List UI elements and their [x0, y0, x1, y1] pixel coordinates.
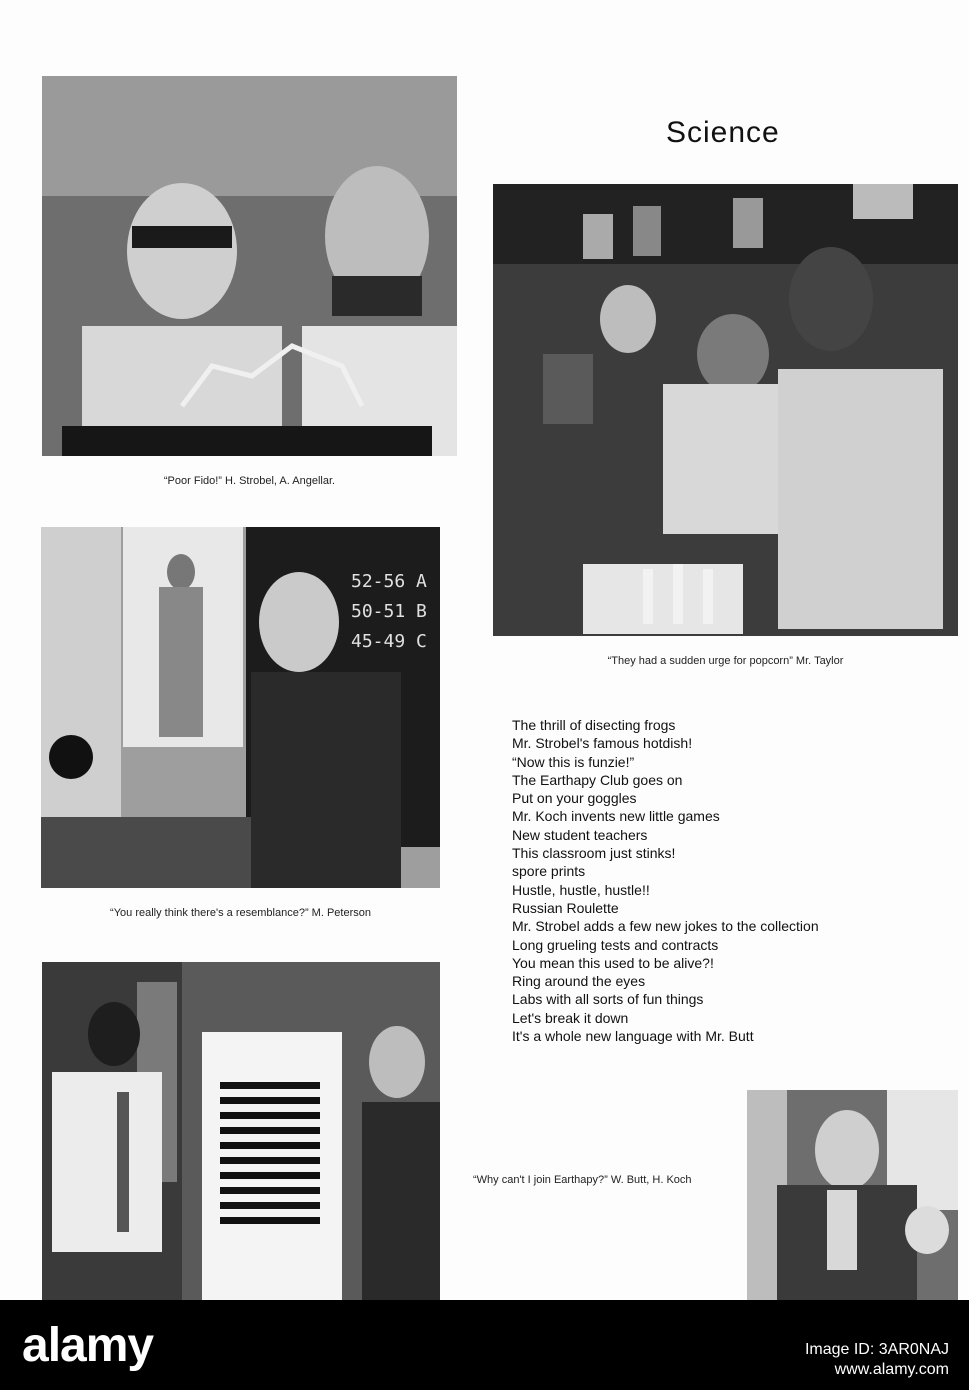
photo-earthapy	[747, 1090, 958, 1300]
verse-list	[512, 716, 819, 1045]
footer-logo: alamy	[22, 1319, 154, 1372]
photo-skeleton-caption: “Poor Fido!” H. Strobel, A. Angellar.	[163, 475, 336, 487]
verse-line: Russian Roulette	[512, 899, 619, 916]
verse-line: Long grueling tests and contracts	[512, 936, 719, 953]
verse-line: Mr. Strobel adds a few new jokes to the collection	[512, 918, 819, 935]
photo-resemblance-caption: “You really think there's a resemblance?” M. Peterson	[110, 907, 371, 919]
stock-footer	[0, 1300, 969, 1390]
footer-image-id-text: Image ID: 3AR0NAJ	[804, 1341, 949, 1358]
verse-line: Put on your goggles	[512, 790, 637, 807]
footer-site: www.alamy.com	[834, 1361, 949, 1378]
verse-line: This classroom just stinks!	[512, 845, 676, 862]
verse-line: The thrill of disecting frogs	[512, 717, 676, 733]
verse-line: Mr. Koch invents new little games	[512, 808, 720, 825]
verse-line: Ring around the eyes	[512, 973, 646, 990]
verse-line: The Earthapy Club goes on	[512, 771, 683, 788]
verse-line: It's a whole new language with Mr. Butt	[512, 1028, 754, 1045]
svg-text:45-49 C: 45-49 C	[351, 631, 427, 652]
photo-popcorn-caption: “They had a sudden urge for popcorn” Mr. Taylor	[607, 655, 844, 667]
verse-line: Mr. Strobel's famous hotdish!	[512, 735, 693, 752]
photo-spectrum	[42, 962, 440, 1300]
svg-text:52-56 A: 52-56 A	[351, 571, 427, 592]
verse-line: You mean this used to be alive?!	[512, 954, 714, 971]
verse-line: Let's break it down	[512, 1009, 629, 1026]
footer-image-id	[805, 1340, 949, 1380]
photo-popcorn	[493, 184, 958, 636]
photo-earthapy-caption: “Why can't I join Earthapy?” W. Butt, H. Koch	[473, 1174, 692, 1186]
svg-text:50-51 B: 50-51 B	[351, 601, 427, 622]
verse-line: New student teachers	[512, 826, 648, 843]
page-title: Science	[666, 116, 780, 149]
verse-line: “Now this is funzie!”	[512, 753, 635, 770]
verse-line: Hustle, hustle, hustle!!	[512, 881, 650, 898]
photo-resemblance	[41, 527, 440, 888]
verse-line: Labs with all sorts of fun things	[512, 991, 704, 1008]
verse-line: spore prints	[512, 863, 586, 880]
photo-skeleton	[42, 76, 457, 456]
